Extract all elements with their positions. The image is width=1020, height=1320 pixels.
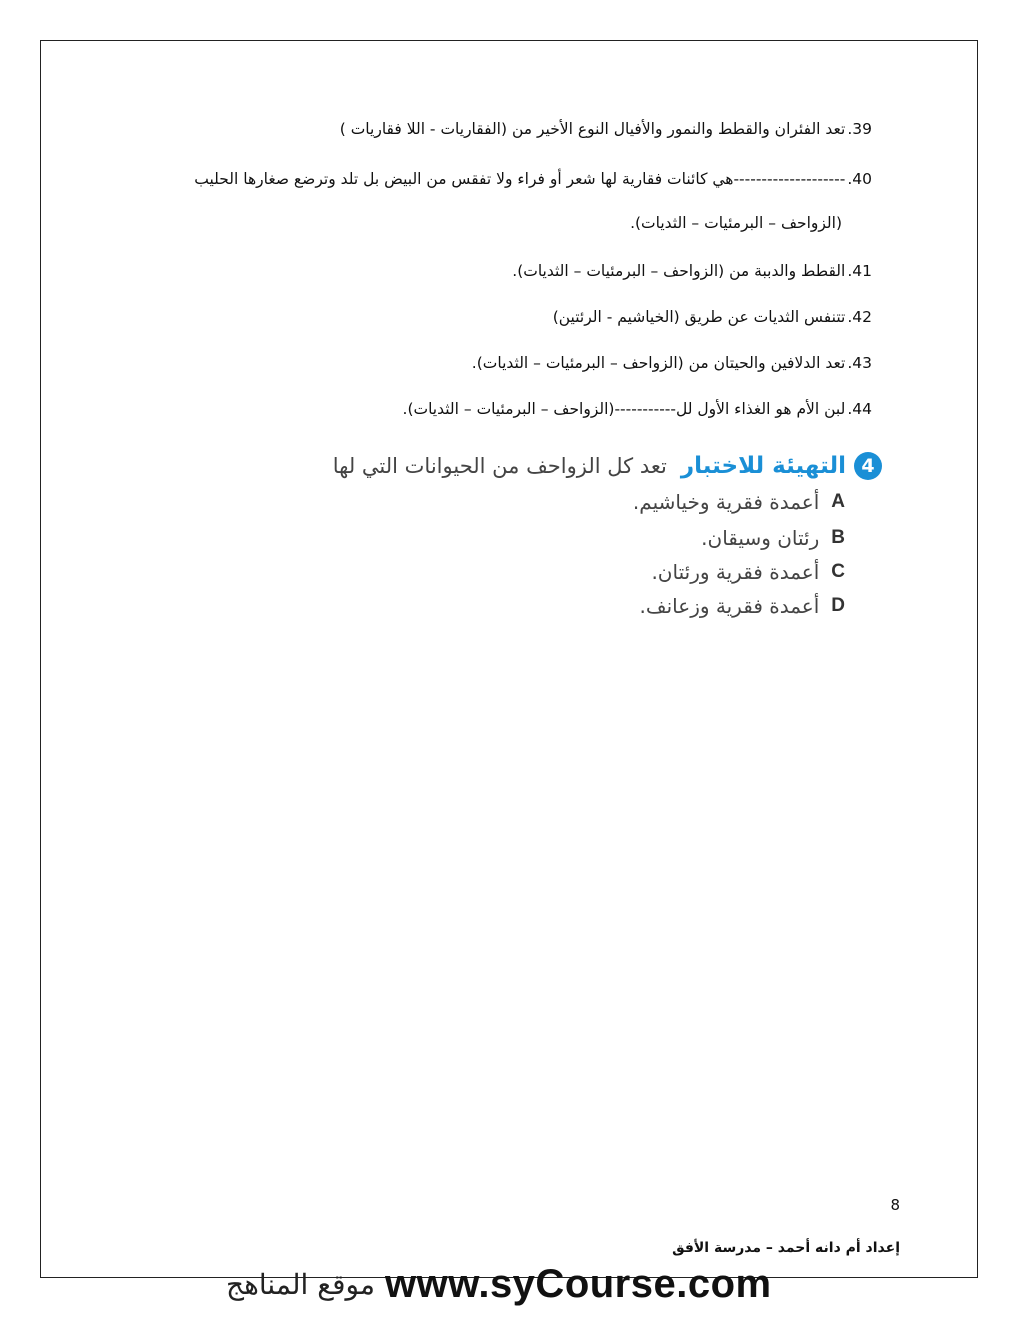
option-text: أعمدة فقرية وزعانف.: [639, 594, 820, 618]
question-text: لبن الأم هو الغذاء الأول لل-----------(الزواحف – البرمئيات – الثديات).: [402, 400, 846, 418]
question-text: تتنفس الثديات عن طريق (الخياشيم - الرئتين): [552, 308, 846, 326]
question-40-continuation: (الزواحف – البرمئيات – الثديات).: [630, 214, 842, 232]
watermark: [226, 1262, 772, 1307]
test-prep-header: [333, 452, 882, 480]
question-42: [553, 308, 872, 326]
test-prep-stem: تعد كل الزواحف من الحيوانات التي لها: [332, 454, 667, 478]
question-number: 42.: [847, 308, 872, 326]
option-letter: B: [831, 527, 845, 548]
watermark-url: www.syCourse.com: [384, 1262, 772, 1306]
page-number: 8: [890, 1196, 900, 1214]
question-number: 40.: [847, 170, 872, 188]
option-b: [701, 526, 845, 550]
question-text: القطط والدببة من (الزواحف – البرمئيات – الثديات).: [512, 262, 846, 280]
option-c: [651, 560, 845, 584]
question-number: 39.: [847, 120, 872, 138]
watermark-arabic-text: موقع المناهج: [226, 1268, 375, 1301]
question-39: [340, 120, 872, 138]
question-43: [472, 354, 872, 372]
question-number: 44.: [847, 400, 872, 418]
footer-credit: إعداد أم دانه أحمد – مدرسة الأفق: [672, 1240, 900, 1256]
test-prep-title: التهيئة للاختبار: [680, 453, 846, 479]
question-44: [403, 400, 872, 418]
option-text: أعمدة فقرية ورئتان.: [651, 560, 820, 584]
option-letter: A: [831, 491, 845, 512]
option-letter: D: [831, 595, 845, 616]
question-text: تعد الدلافين والحيتان من (الزواحف – البرمئيات – الثديات).: [471, 354, 846, 372]
option-letter: C: [831, 561, 845, 582]
option-text: أعمدة فقرية وخياشيم.: [632, 490, 820, 514]
question-number: 41.: [847, 262, 872, 280]
question-41: [512, 262, 872, 280]
question-text: تعد الفئران والقطط والنمور والأفيال النوع الأخير من (الفقاريات - اللا فقاريات ): [339, 120, 846, 138]
question-40: [194, 170, 872, 188]
question-number: 43.: [847, 354, 872, 372]
option-d: [640, 594, 845, 618]
option-text: رئتان وسيقان.: [701, 526, 820, 550]
test-prep-number-badge: 4: [854, 452, 882, 480]
question-text: --------------------هي كائنات فقارية لها شعر أو فراء ولا تفقس من البيض بل تلد وترضع صغارها الحليب: [194, 170, 846, 188]
option-a: [633, 490, 845, 514]
